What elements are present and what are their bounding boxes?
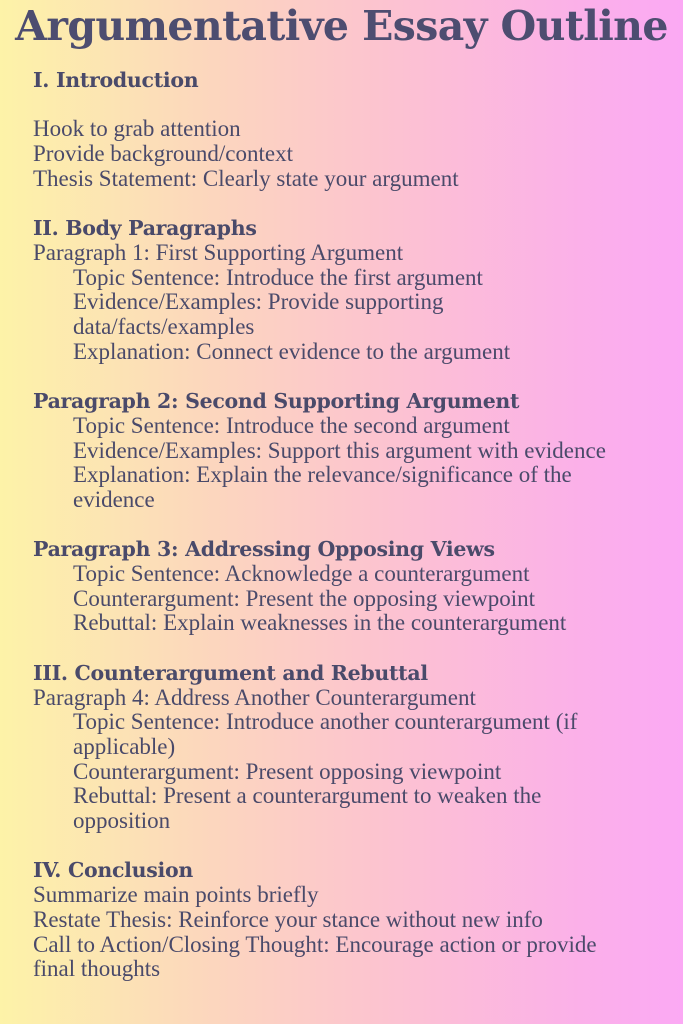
outline-subitem: Topic Sentence: Introduce the second argument (73, 412, 510, 438)
paragraph-heading: Paragraph 3: Addressing Opposing Views (33, 537, 495, 562)
outline-body (33, 68, 683, 982)
outline-item: final thoughts (33, 956, 161, 982)
outline-item: Thesis Statement: Clearly state your argument (33, 165, 459, 191)
spacer (33, 636, 683, 661)
outline-item: Summarize main points briefly (33, 882, 319, 908)
paragraph-title: Paragraph 1: First Supporting Argument (33, 239, 404, 265)
outline-item: Hook to grab attention (33, 116, 241, 142)
outline-subitem: opposition (73, 808, 171, 834)
paragraph-heading: Paragraph 2: Second Supporting Argument (33, 389, 520, 414)
spacer (33, 513, 683, 538)
spacer (33, 364, 683, 389)
outline-item: Call to Action/Closing Thought: Encourage action or provide (33, 931, 597, 957)
outline-subitem: Rebuttal: Present a counterargument to weaken the (73, 783, 542, 809)
page-title: Argumentative Essay Outline (15, 2, 668, 50)
outline-subitem: Topic Sentence: Introduce another counterargument (if (73, 709, 578, 735)
outline-subitem: applicable) (73, 733, 176, 759)
outline-subitem: evidence (73, 486, 155, 512)
outline-subitem: Topic Sentence: Introduce the first argument (73, 264, 483, 290)
outline-subitem: Topic Sentence: Acknowledge a counterargument (73, 561, 530, 586)
outline-item: Provide background/context (33, 141, 293, 167)
outline-subitem: Explanation: Connect evidence to the argument (73, 338, 511, 364)
section-heading-counterargument: III. Counterargument and Rebuttal (33, 660, 428, 685)
outline-subitem: Evidence/Examples: Provide supporting (73, 289, 444, 315)
section-heading-conclusion: IV. Conclusion (33, 858, 193, 883)
spacer (33, 93, 683, 118)
outline-subitem: Evidence/Examples: Support this argument with evidence (73, 437, 606, 463)
outline-subitem: Explanation: Explain the relevance/significance of the (73, 462, 572, 488)
outline-subitem: Rebuttal: Explain weaknesses in the counterargument (73, 610, 567, 636)
spacer (33, 192, 683, 217)
section-heading-introduction: I. Introduction (33, 68, 199, 92)
outline-subitem: Counterargument: Present opposing viewpoint (73, 758, 502, 784)
paragraph-title: Paragraph 4: Address Another Counterargument (33, 684, 476, 710)
outline-subitem: data/facts/examples (73, 314, 255, 339)
outline-subitem: Counterargument: Present the opposing viewpoint (73, 585, 536, 611)
section-heading-body: II. Body Paragraphs (33, 216, 257, 241)
spacer (33, 834, 683, 859)
outline-item: Restate Thesis: Reinforce your stance without new info (33, 906, 543, 932)
